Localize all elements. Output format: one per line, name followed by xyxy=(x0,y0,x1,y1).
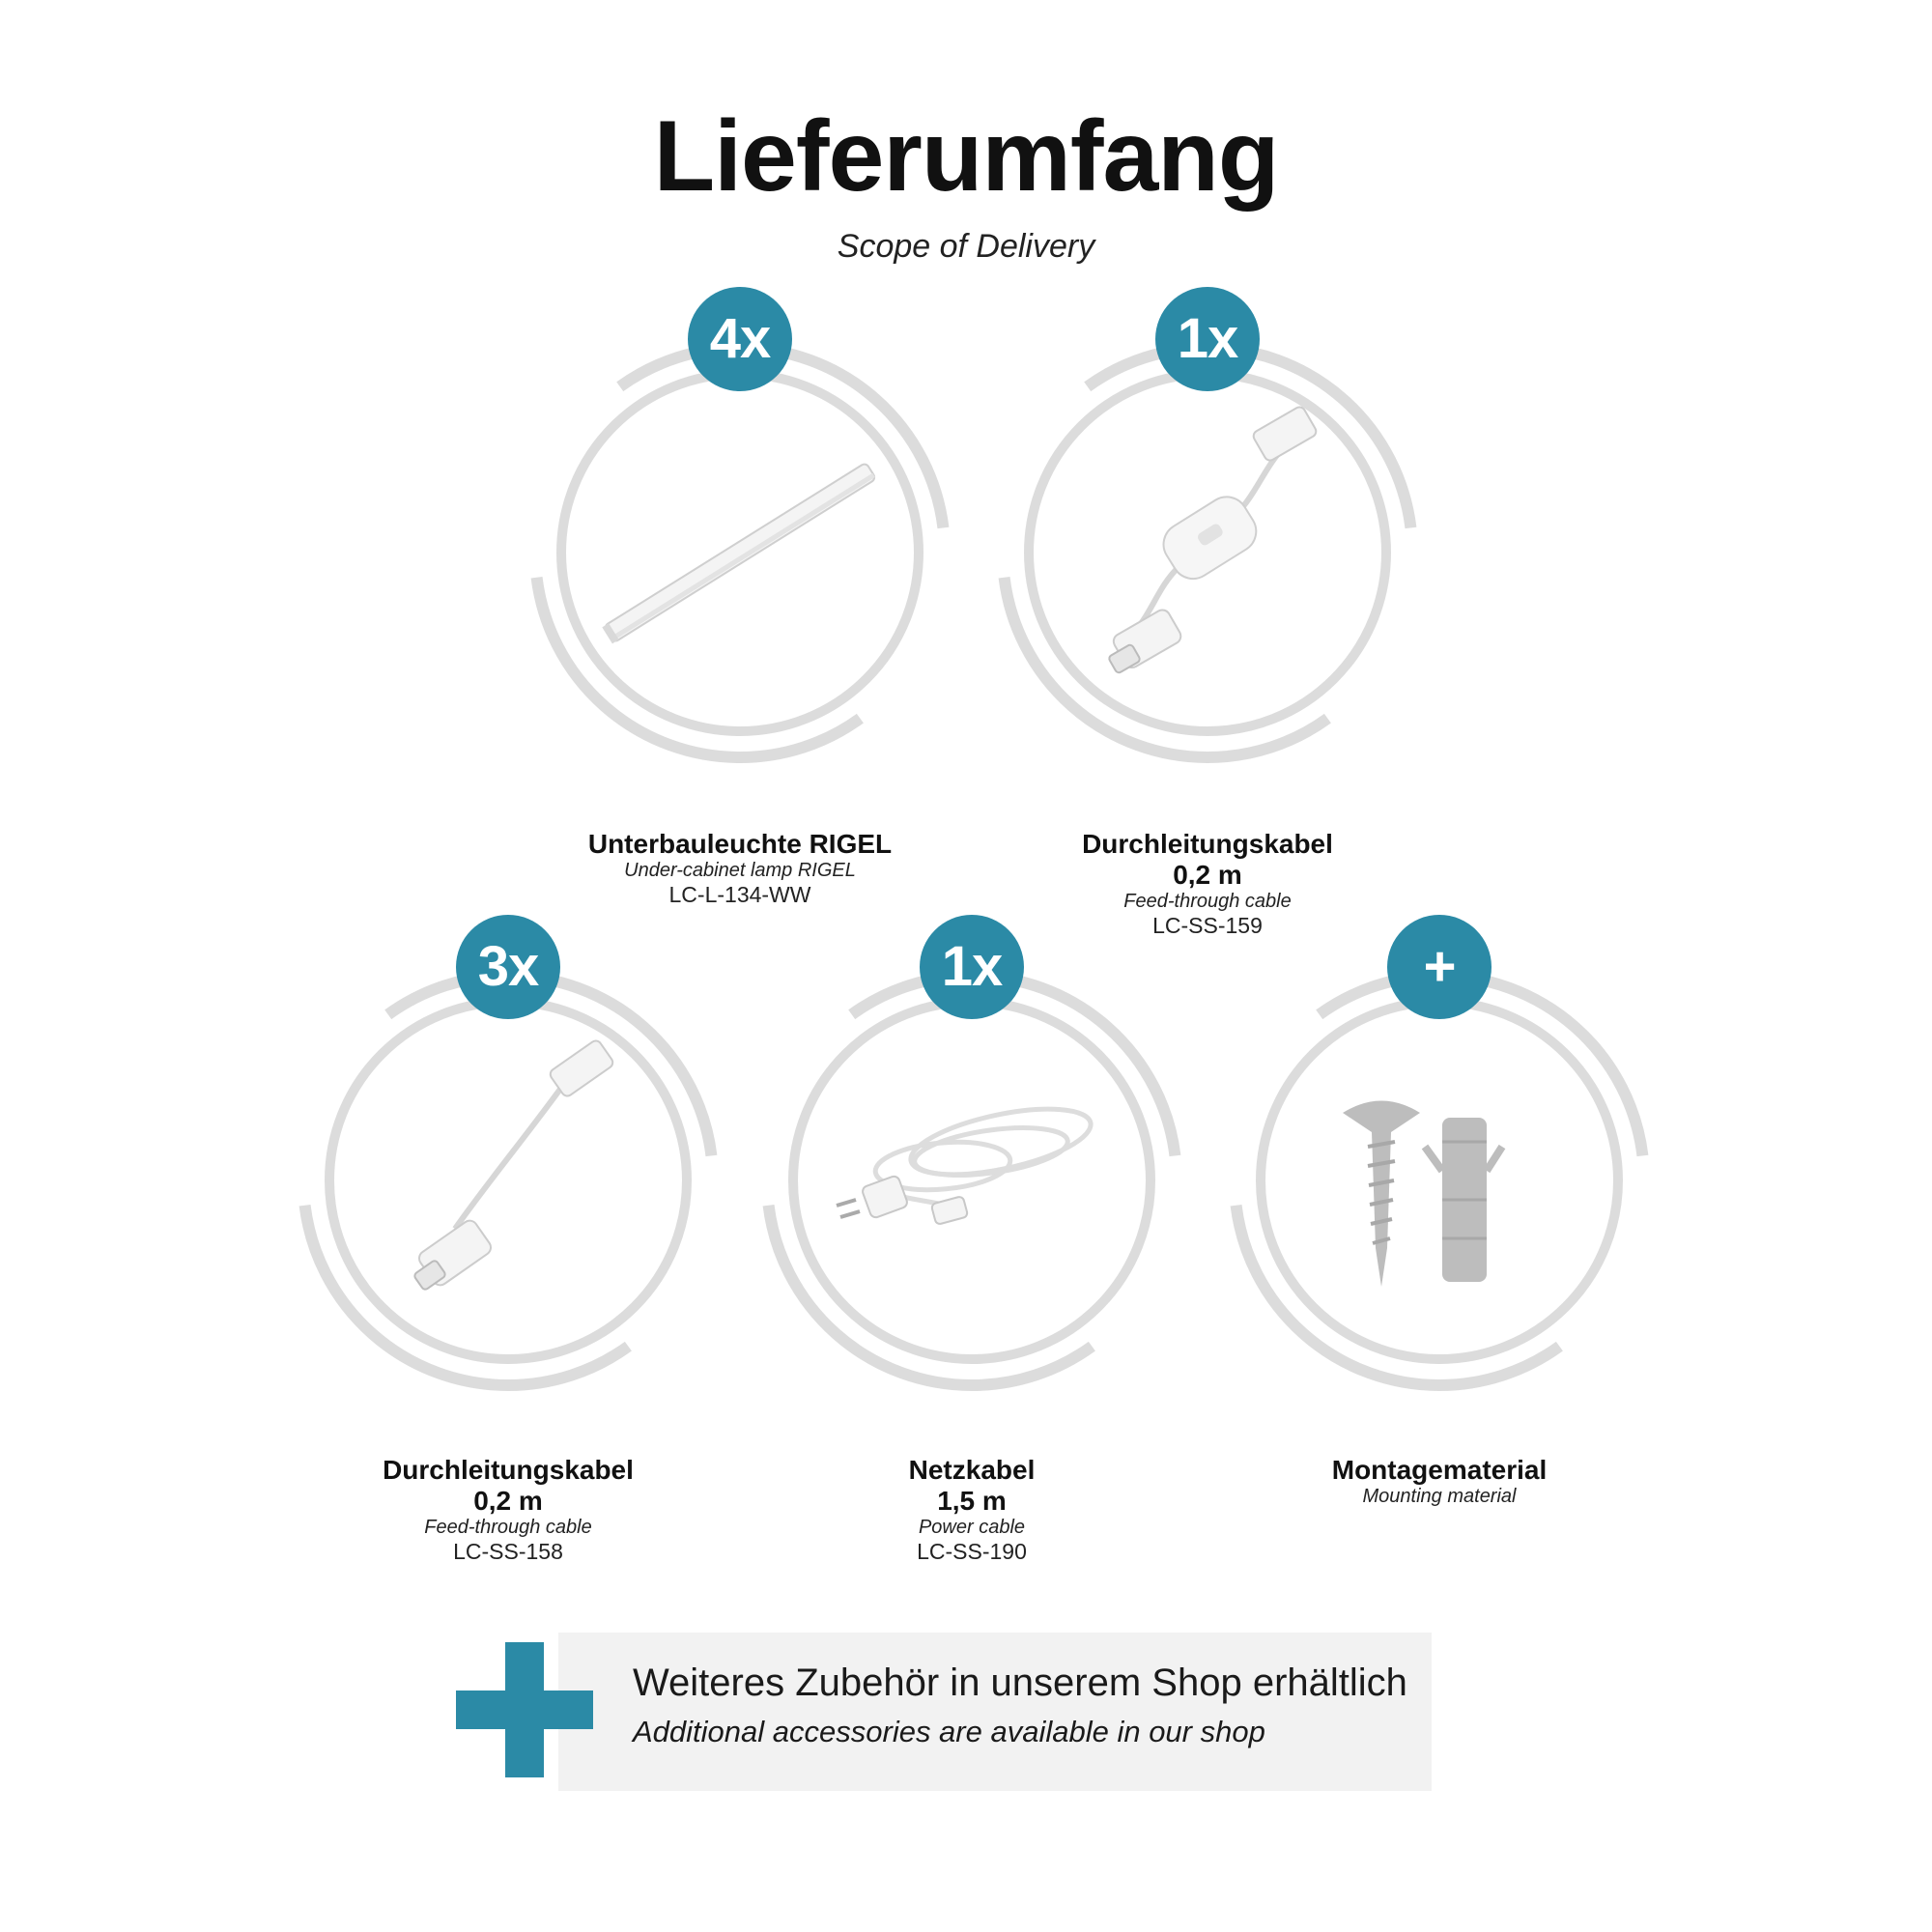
item-code: LC-SS-190 xyxy=(917,1539,1027,1565)
item-name: Netzkabel xyxy=(908,1455,1036,1485)
accessories-banner xyxy=(558,1633,1432,1791)
power-cable-icon xyxy=(827,1036,1117,1325)
item-caption xyxy=(1005,829,1410,939)
item-code: LC-L-134-WW xyxy=(668,882,811,908)
item-name-english: Power cable xyxy=(918,1517,1026,1539)
item-name: Unterbauleuchte RIGEL xyxy=(587,829,893,859)
item-length: 0,2 m xyxy=(473,1486,543,1517)
switch-cable-icon xyxy=(1063,408,1352,697)
item-mounting-material xyxy=(1227,935,1652,1393)
lamp-bar-icon xyxy=(595,408,885,697)
item-name: Durchleitungskabel xyxy=(1082,829,1333,859)
quantity-badge: + xyxy=(1387,915,1492,1019)
screw-and-dowel-icon xyxy=(1294,1036,1584,1325)
page-subtitle: Scope of Delivery xyxy=(837,228,1095,265)
item-connector-cable xyxy=(296,935,721,1393)
plus-icon xyxy=(456,1642,593,1777)
banner-subtext: Additional accessories are available in our shop xyxy=(633,1715,1265,1748)
quantity-badge: 4x xyxy=(688,287,792,391)
item-caption xyxy=(305,1455,711,1565)
item-name: Durchleitungskabel xyxy=(383,1455,634,1485)
item-caption xyxy=(1236,1455,1642,1508)
quantity-badge: 3x xyxy=(456,915,560,1019)
item-power-cable xyxy=(759,935,1184,1393)
item-name-english: Mounting material xyxy=(1362,1486,1517,1508)
item-length: 0,2 m xyxy=(1173,860,1242,891)
item-code: LC-SS-159 xyxy=(1152,913,1263,939)
item-name-english: Feed-through cable xyxy=(1123,891,1292,913)
item-caption xyxy=(537,829,943,908)
quantity-badge: 1x xyxy=(920,915,1024,1019)
item-name-english: Under-cabinet lamp RIGEL xyxy=(624,860,856,882)
banner-text: Weiteres Zubehör in unserem Shop erhältlich xyxy=(633,1662,1407,1704)
item-name-english: Feed-through cable xyxy=(424,1517,592,1539)
item-switch-cable xyxy=(995,307,1420,765)
item-name: Montagematerial xyxy=(1331,1455,1548,1485)
item-lamp xyxy=(527,307,952,765)
quantity-badge: 1x xyxy=(1155,287,1260,391)
item-length: 1,5 m xyxy=(937,1486,1007,1517)
item-caption xyxy=(769,1455,1175,1565)
page-title: Lieferumfang xyxy=(653,100,1279,213)
connector-cable-icon xyxy=(363,1036,653,1325)
item-code: LC-SS-158 xyxy=(453,1539,563,1565)
